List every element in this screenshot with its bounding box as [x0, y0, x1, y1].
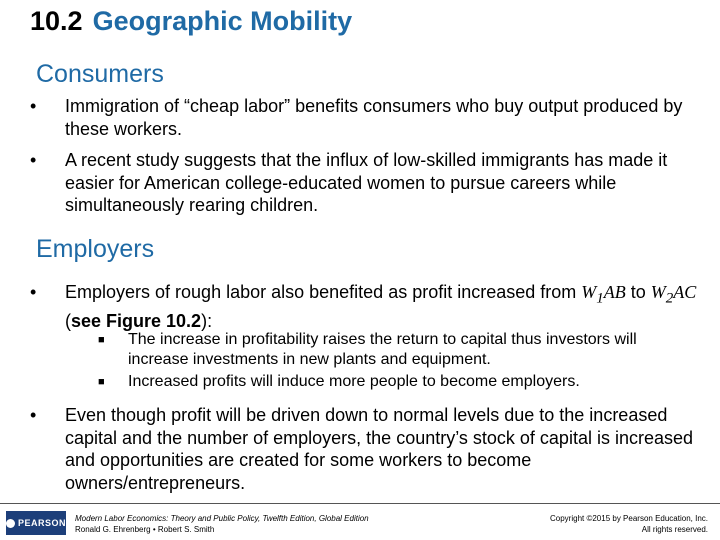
pearson-mark-icon: [6, 519, 15, 528]
pearson-logo: PEARSON: [6, 511, 66, 535]
employers-heading: Employers: [36, 235, 155, 263]
square-bullet-icon: ■: [98, 334, 105, 346]
employers-bullet-2: • Even though profit will be driven down to normal levels due to the increased capital and the number of employers, the country’s stock of capital is increased and opportunities are created for some workers to become owners/entrepreneurs.: [30, 405, 693, 493]
bullet-icon: •: [30, 150, 37, 170]
employers-sub-bullet-2: ■ Increased profits will induce more people to become employers.: [98, 373, 580, 390]
slide-number: 10.2: [30, 6, 83, 36]
footer-book-info: [75, 513, 369, 535]
book-authors: Ronald G. Ehrenberg • Robert S. Smith: [75, 525, 215, 534]
employers-bullet-1: • Employers of rough labor also benefited as profit increased from $W_1AB$ to $W_2AC$ (see Figure 10.2):: [30, 282, 697, 332]
consumers-heading: Consumers: [36, 60, 164, 88]
consumers-bullet-1: • Immigration of “cheap labor” benefits consumers who buy output produced by these workers.: [30, 96, 683, 139]
math-w1ab: $W_1AB$: [581, 282, 626, 307]
employers-sub-bullet-1: ■ The increase in profitability raises the return to capital thus investors will increase investments in new plants and equipment.: [98, 331, 637, 368]
math-w2ac: $W_2AC$: [650, 282, 697, 307]
book-title: Modern Labor Economics: Theory and Public Policy, Twelfth Edition, Global Edition: [75, 514, 369, 523]
bullet-icon: •: [30, 96, 37, 116]
footer-copyright: Copyright ©2015 by Pearson Education, Inc. All rights reserved.: [550, 514, 708, 534]
slide-title: [30, 6, 352, 37]
square-bullet-icon: ■: [98, 376, 105, 388]
footer-divider: [0, 503, 720, 504]
bullet-icon: •: [30, 405, 37, 425]
consumers-bullet-2: • A recent study suggests that the influx of low-skilled immigrants has made it easier for American college-educated women to pursue careers while simultaneously rearing children.: [30, 150, 668, 215]
bullet-icon: •: [30, 282, 37, 302]
slide-title-text: Geographic Mobility: [92, 6, 353, 36]
figure-reference: see Figure 10.2: [71, 311, 202, 332]
